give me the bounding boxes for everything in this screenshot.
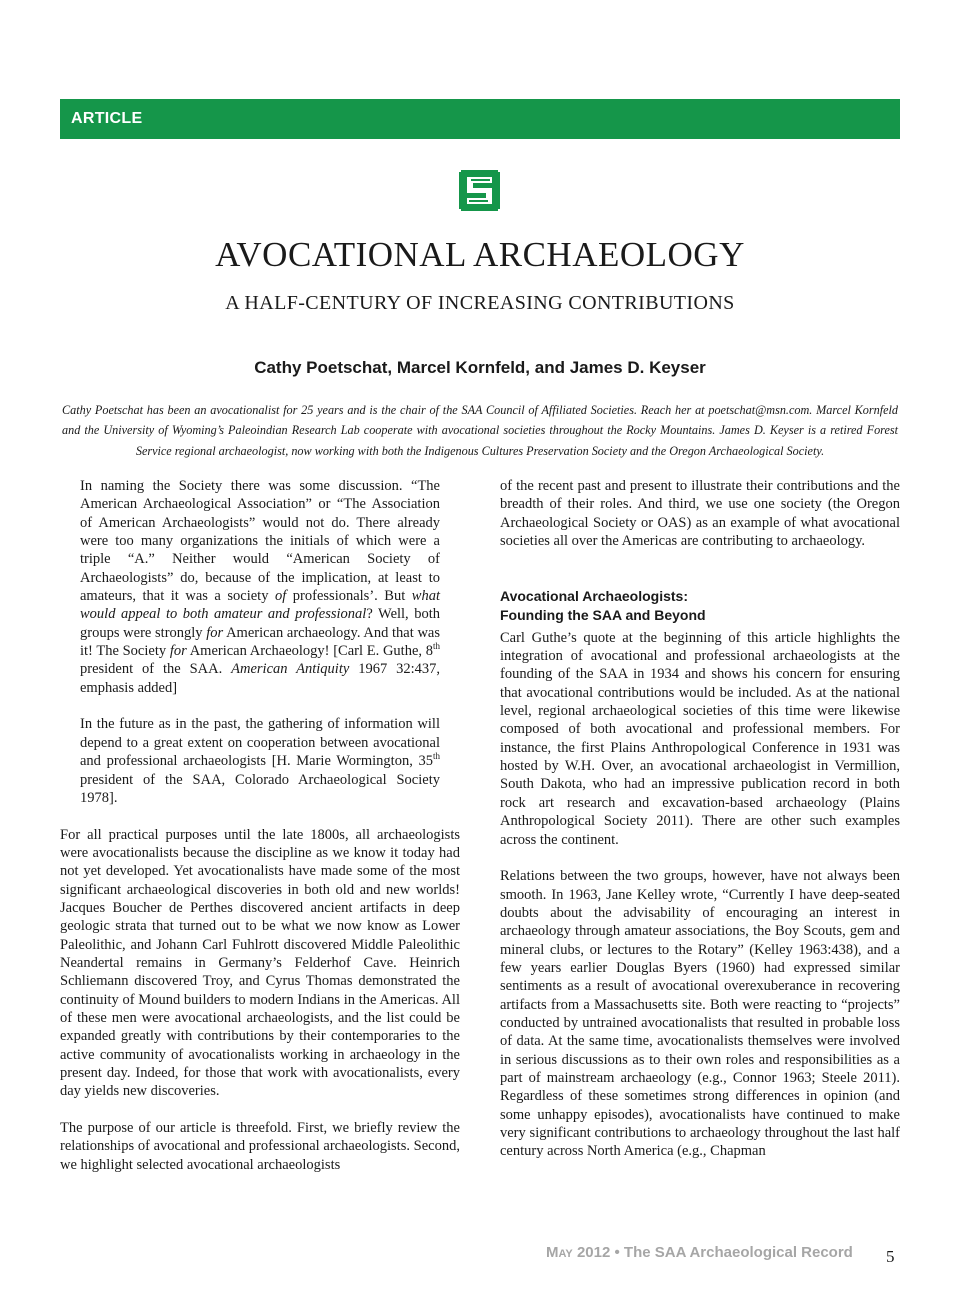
footer-month: May [546,1244,573,1261]
author-list: Cathy Poetschat, Marcel Kornfeld, and James D. Keyser [254,358,706,377]
author-bio: Cathy Poetschat has been an avocationalist for 25 years and is the chair of the SAA Council of Affiliated Societies. Reach her at poetschat@msn.com. Marcel Kornfeld and the University of Wyoming’s Paleoindian Research Lab cooperate with avocational societies throughout the Rocky Mountains. James D. Keyser is a retired Forest Service regional archaeologist, now working with both the Indigenous Cultures Preservation Society and the Oregon Archaeological Society. [62,403,898,458]
column-right [500,477,900,1179]
section-heading: Avocational Archaeologists: Founding the SAA and Beyond [500,587,706,623]
section-label: ARTICLE [71,110,143,127]
saa-logo-icon [457,168,502,213]
guthe-quote: In naming the Society there was some discussion. “The American Archaeological Association” or “The Association of American Archaeologists” would not do. There already were too many organizations the initials of which were a triple “A.” Neither would “American Society of Archaeologists” do, because of the implication, at least to amateurs, that it was a society of professionals’. But what would appeal to both amateur and professional? Well, both groups were strongly for American archaeology. And that was it! The Society for American Archaeology! [Carl E. Guthe, 8th president of the SAA. American Antiquity 1967 32:437, emphasis added] [80,478,440,696]
section-banner [60,99,900,139]
body-paragraph: For all practical purposes until the late 1800s, all archaeologists were avocationalists because the discipline as we know it today had not yet developed. Yet avocationalists have made some of the most significant archaeological discoveries in both old and new worlds! Jacques Boucher de Perthes discovered ancient artifacts in deep geologic strata that turned out to be what we now know as Lower Paleolithic, and Johann Carl Fuhlrott discovered Middle Paleolithic Neandertal remains in Germany’s Felderhof Cave. Heinrich Schliemann discovered Troy, and Cyrus Thomas demonstrated the continuity of Mound builders to modern Indians in the Americas. All of these men were avocational archaeologists, and the list could be expanded greatly with contributions by their contemporaries to the active community of avocationalists working in archaeology in the present day. Indeed, for those that work with avocationalists, every day yields new discoveries. [60,826,460,1100]
article-title: AVOCATIONAL ARCHAEOLOGY [215,235,745,274]
body-paragraph: Relations between the two groups, however, have not always been smooth. In 1963, Jane Kelley wrote, “Currently I have deep-seated doubts about the advisability of encouraging an interest in archaeology through amateur associations, the Boy Scouts, gem and mineral clubs, or lectures to the Rotary” (Kelley 1963:438), and a few years earlier Douglas Byers (1960) had expressed similar sentiments as a result of avocational overexuberance in recovering artifacts from a Massachusetts site. Both were reacting to “projects” conducted by untrained avocationalists that resulted in probable loss of data. At the same time, avocationalists themselves were involved in serious discussions as to their own roles and responsibilities as a part of mainstream archaeology (e.g., Connor 1963; Steele 2011). Regardless of these sometimes strong differences in opinion (and some unhappy episodes), avocationalists have continued to make very significant contributions to archaeology throughout the last half century across North America (e.g., Chapman [500,868,900,1160]
body-paragraph: The purpose of our article is threefold. First, we briefly review the relationships of avocational and professional archaeologists. Second, we highlight selected avocational archaeologists [60,1120,460,1173]
column-left [60,477,460,1192]
page-footer [546,1242,853,1264]
footer-issue: 2012 • The SAA Archaeological Record [576,1244,853,1261]
page-number: 5 [886,1247,895,1266]
body-paragraph: Carl Guthe’s quote at the beginning of this article highlights the integration of avocational and professional archaeologists at the founding of the SAA in 1934 and shows his concern for ensuring that avocational contributions would be included. As at the national level, regional archaeological societies of this time were likewise composed of both avocational and professional members. For instance, the first Plains Anthropological Conference in 1931 was hosted by W.H. Over, an avocational archaeologist in Vermillion, South Dakota, who had an impressive publication record in both rock art research and excavation-based archaeology (Plains Anthropological Society 2011). There are other such examples across the continent. [500,629,900,848]
article-subtitle: A HALF-CENTURY OF INCREASING CONTRIBUTIONS [225,292,735,314]
wormington-quote: In the future as in the past, the gathering of information will depend to a great extent on cooperation between avocational and professional archaeologists [H. Marie Wormington, 35th president of the SAA, Colorado Archaeological Society 1978]. [80,716,440,806]
body-paragraph-continued: of the recent past and present to illustrate their contributions and the breadth of their roles. And third, we use one society (the Oregon Archaeological Society or OAS) as an example of what avocational societies all over the Americas are contributing to archaeology. [500,478,900,550]
